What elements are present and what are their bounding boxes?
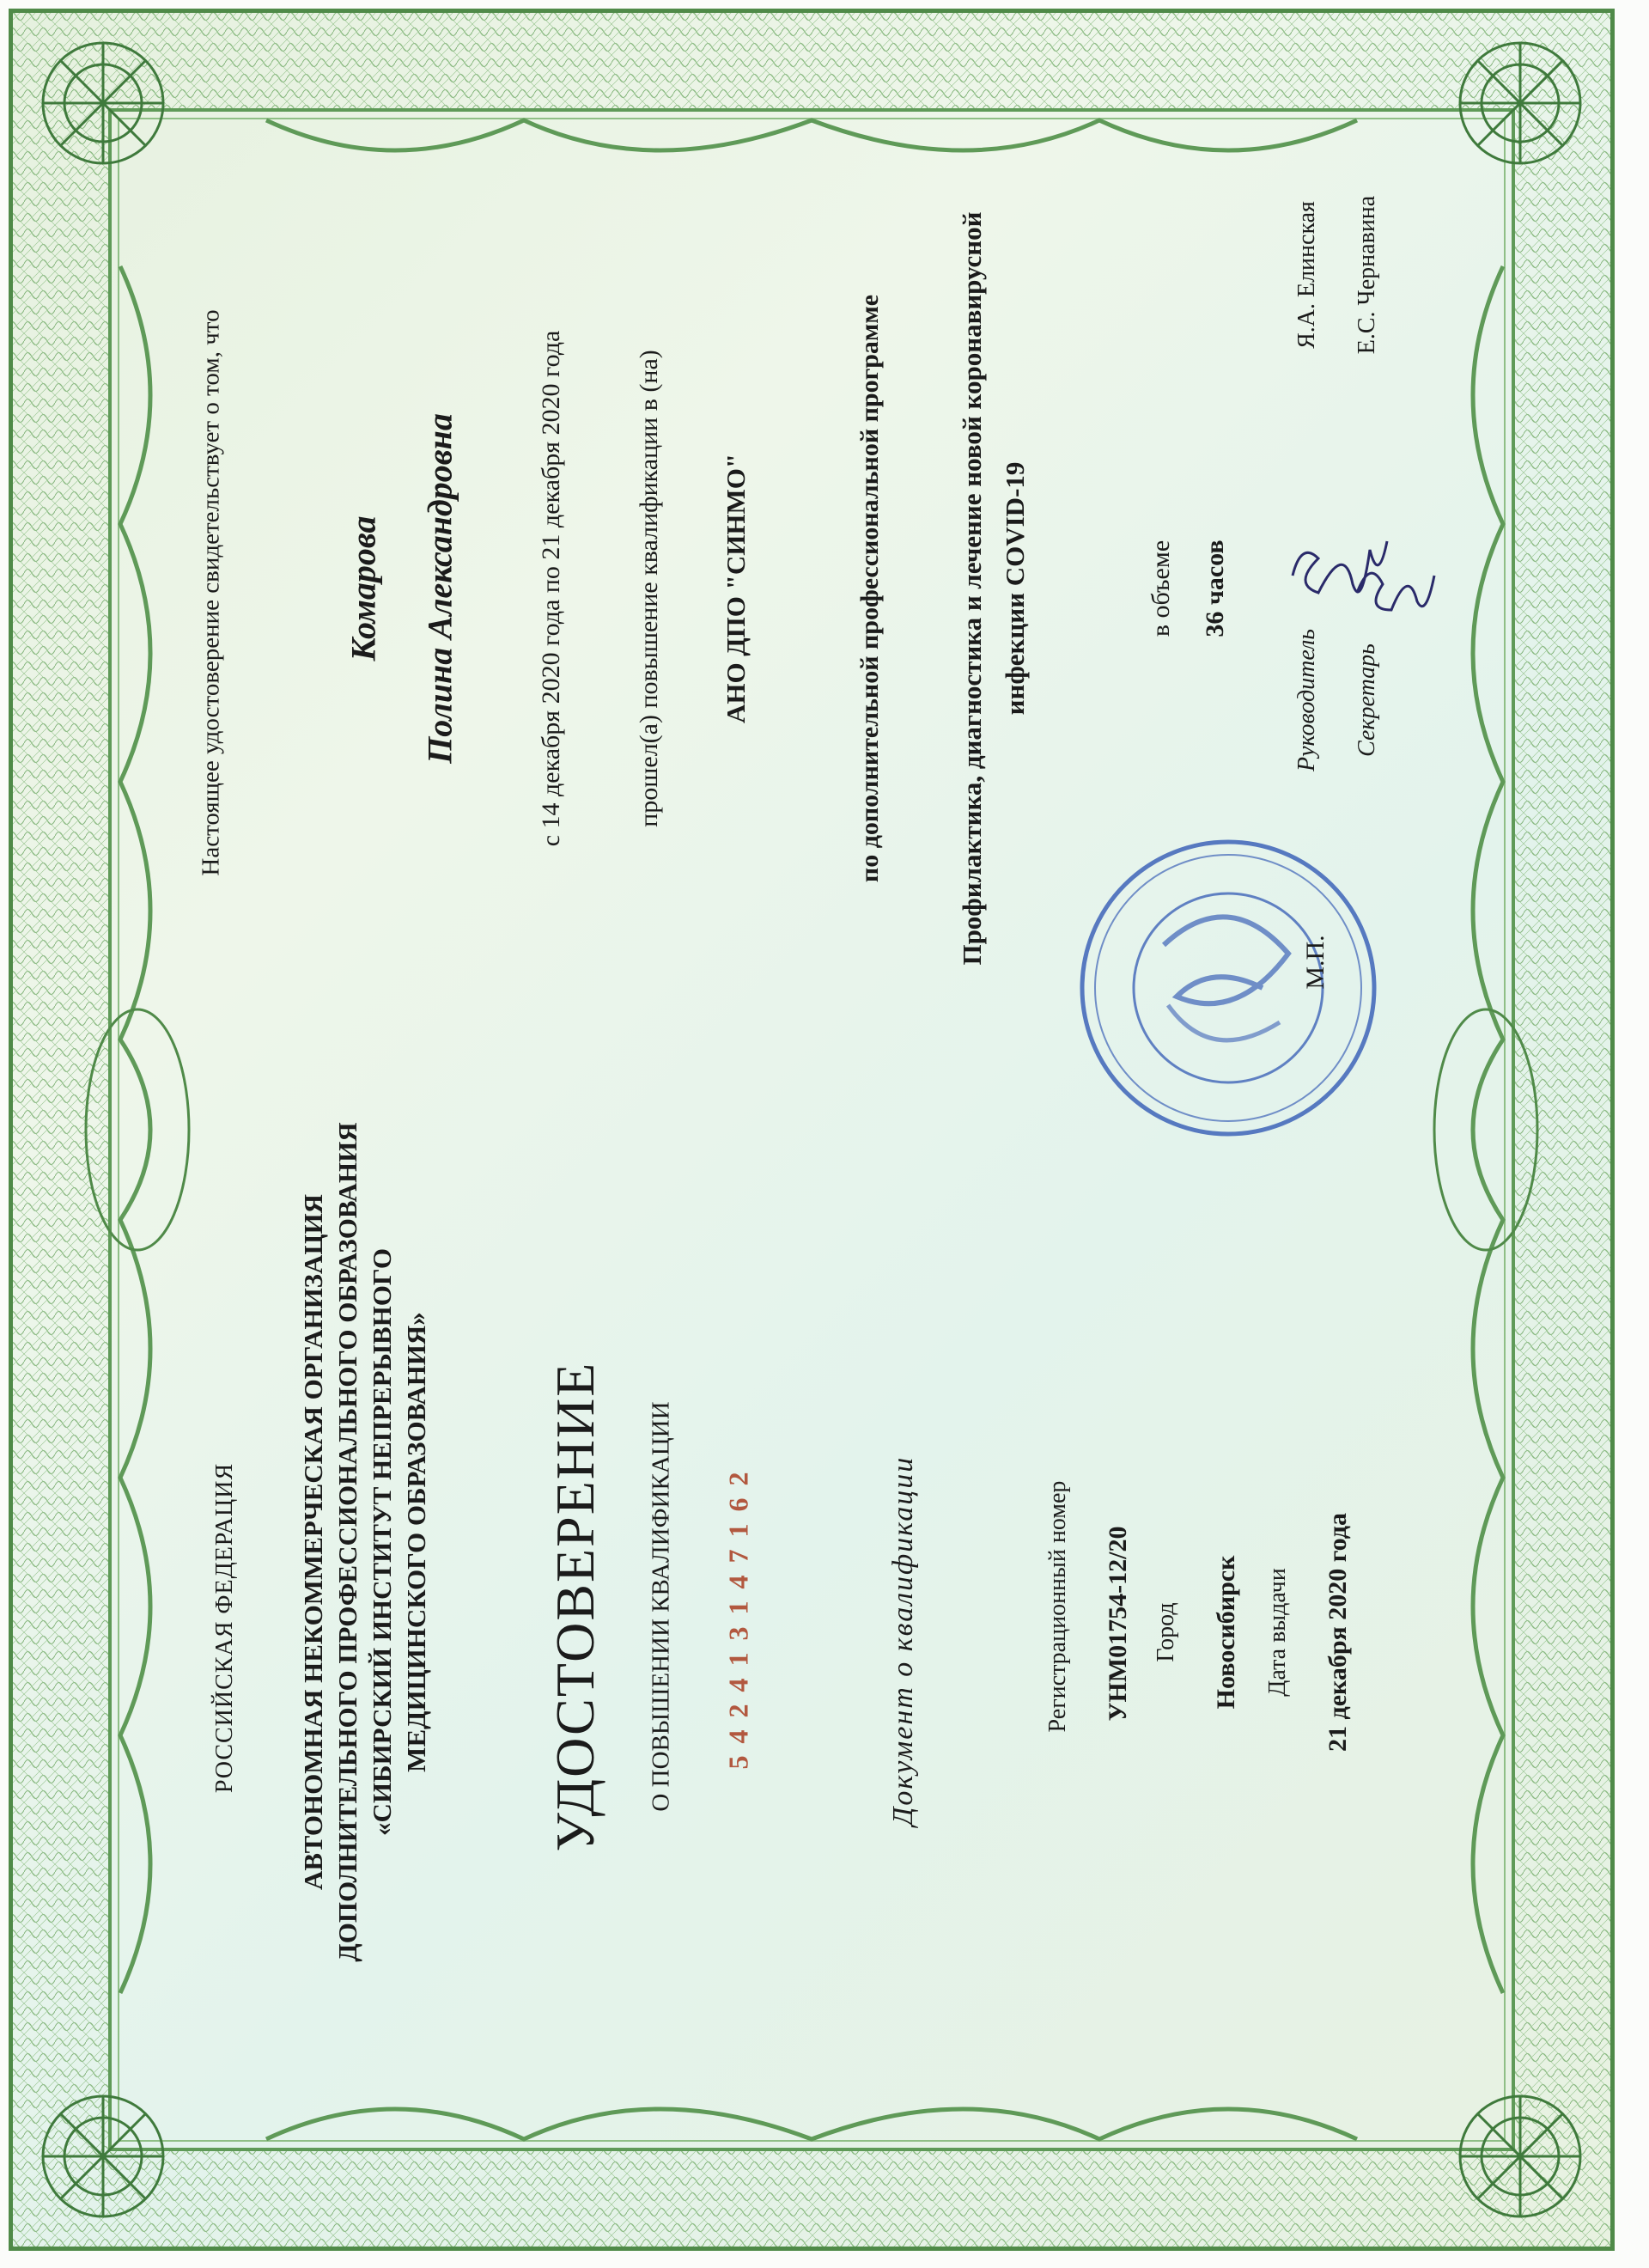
study-period: с 14 декабря 2020 года по 21 декабря 2020 года xyxy=(537,330,565,847)
document-subtitle: О ПОВЫШЕНИИ КВАЛИФИКАЦИИ xyxy=(647,1401,675,1812)
program-line-1: Профилактика, диагностика и лечение новой коронавирусной xyxy=(957,211,987,966)
head-label: Руководитель xyxy=(1293,628,1320,772)
head-name: Я.А. Елинская xyxy=(1293,201,1320,349)
city-value: Новосибирск xyxy=(1212,1555,1240,1710)
passed-text: прошел(а) повышение квалификации в (на) xyxy=(635,350,663,827)
institution-name: АНО ДПО "СИНМО" xyxy=(721,453,751,724)
city-label: Город xyxy=(1153,1602,1179,1662)
issue-date: 21 декабря 2020 года xyxy=(1323,1513,1352,1752)
volume-label: в объеме xyxy=(1147,540,1175,637)
document-title: УДОСТОВЕРЕНИЕ xyxy=(545,1361,605,1852)
registration-number: УНМ01754-12/20 xyxy=(1104,1526,1132,1722)
seal-mark: М.П. xyxy=(1301,935,1330,990)
serial-number: 5 4 2 4 1 3 1 4 7 1 6 2 xyxy=(722,1469,754,1770)
program-intro: по дополнительной профессиональной программе xyxy=(855,294,884,883)
secretary-label: Секретарь xyxy=(1354,643,1380,757)
issue-date-label: Дата выдачи xyxy=(1264,1568,1291,1697)
program-line-2: инфекции COVID-19 xyxy=(1000,461,1030,716)
organization-line-3: «СИБИРСКИЙ ИНСТИТУТ НЕПРЕРЫВНОГО xyxy=(367,1248,397,1836)
seal-stamp xyxy=(1082,842,1374,1134)
volume-value: 36 часов xyxy=(1201,540,1229,637)
head-signature xyxy=(1293,541,1387,593)
country-label: РОССИЙСКАЯ ФЕДЕРАЦИЯ xyxy=(211,1462,238,1794)
secretary-name: Е.С. Чернавина xyxy=(1354,195,1380,355)
given-names: Полина Александровна xyxy=(420,413,459,764)
surname: Комарова xyxy=(344,515,383,662)
organization-line-4: МЕДИЦИНСКОГО ОБРАЗОВАНИЯ» xyxy=(401,1312,431,1772)
intro-text: Настоящее удостоверение свидетельствует о том, что xyxy=(197,309,225,876)
organization-line-1: АВТОНОМНАЯ НЕКОММЕРЧЕСКАЯ ОРГАНИЗАЦИЯ xyxy=(298,1193,328,1891)
registration-label: Регистрационный номер xyxy=(1044,1480,1071,1733)
secretary-signature xyxy=(1357,573,1434,610)
organization-line-2: ДОПОЛНИТЕЛЬНОГО ПРОФЕССИОНАЛЬНОГО ОБРАЗОВАНИЯ xyxy=(332,1122,362,1962)
document-type: Документ о квалификации xyxy=(887,1455,919,1826)
certificate-sheet xyxy=(9,9,1615,2251)
